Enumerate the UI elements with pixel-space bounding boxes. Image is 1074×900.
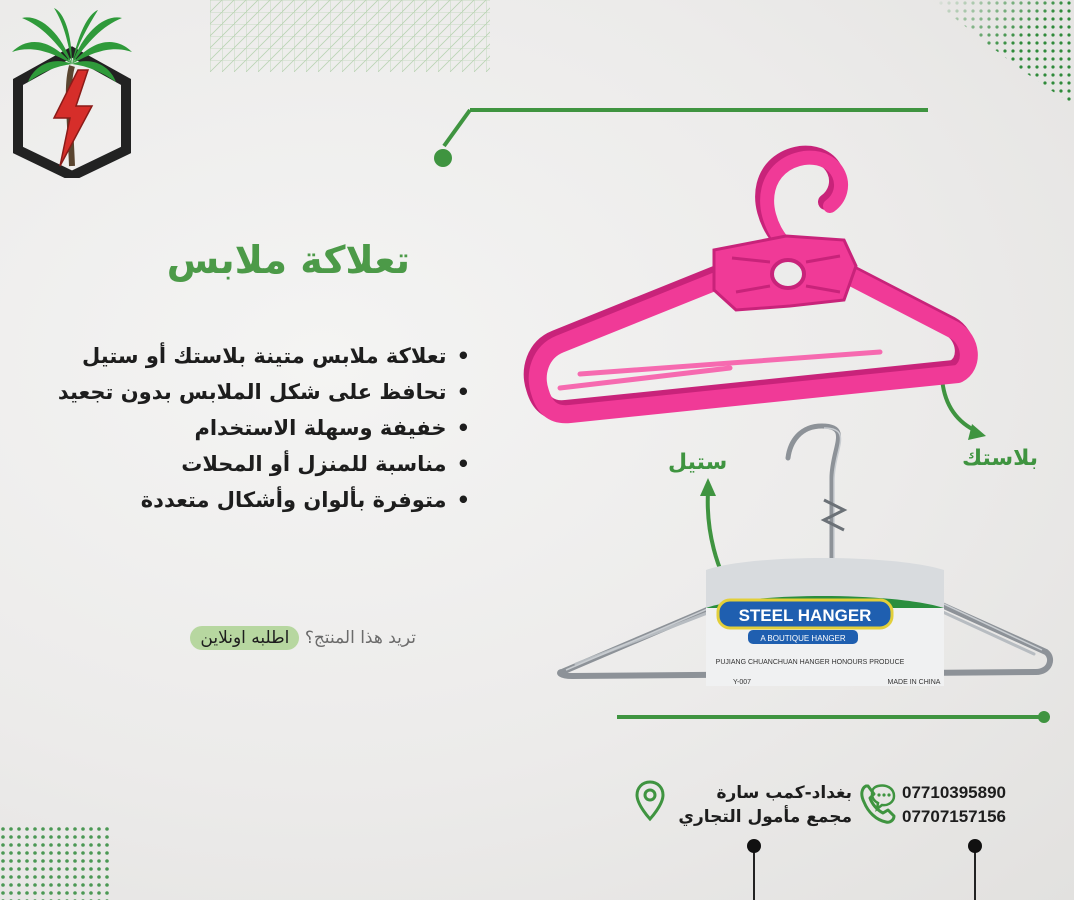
feature-item: • خفيفة وسهلة الاستخدام [30,410,470,446]
packaging-tagline: A BOUTIQUE HANGER [760,634,846,643]
phone-number: 07710395890 [902,783,1007,802]
product-title: تعلاكة ملابس [166,238,410,282]
phone-chat-icon [858,782,898,826]
feature-item: • تحافظ على شكل الملابس بدون تجعيد [30,374,470,410]
address-line: بغداد-كمب سارة [716,783,852,803]
address [656,781,852,829]
packaging-origin: MADE IN CHINA [887,679,941,686]
feature-item: • مناسبة للمنزل أو المحلات [30,446,470,482]
cta-question: تريد هذا المنتج؟ [304,628,416,648]
address-line: مجمع مأمول التجاري [678,807,852,827]
packaging-maker: PUJIANG CHUANCHUAN HANGER HONOURS PRODUCE [715,659,905,666]
feature-item: • تعلاكة ملابس متينة بلاستك أو ستيل [30,338,470,374]
plastic-hanger-image [500,140,990,430]
packaging-brand: STEEL HANGER [738,606,872,625]
packaging-model: Y-007 [732,679,752,686]
phone-number: 07707157156 [902,807,1007,826]
phone-numbers [902,781,1006,829]
label-steel: ستيل [668,450,728,475]
order-online-button[interactable]: اطلبه اونلاين [190,626,299,650]
feature-item: • متوفرة بألوان وأشكال متعددة [30,482,470,518]
label-plastic: بلاستك [962,446,1039,471]
